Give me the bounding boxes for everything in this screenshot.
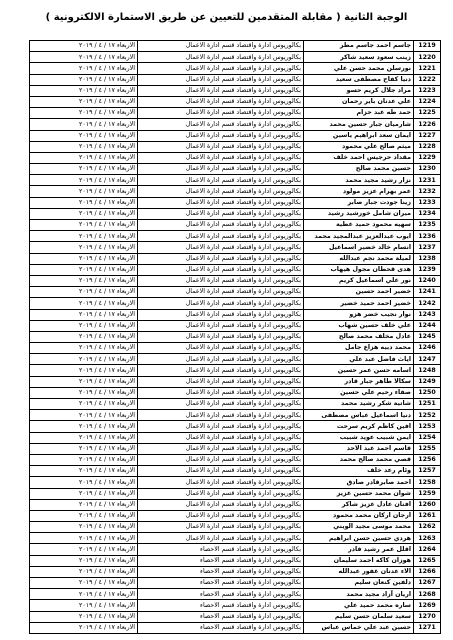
candidate-name: علي خلف حسين شهاب	[304, 320, 414, 331]
interview-date: الاربعاء ١٧ / ٤ / ٢٠١٩	[30, 589, 138, 600]
row-number: 1267	[414, 578, 441, 589]
degree-department: بكالوريوس ادارة واقتصاد قسم ادارة الاعمال	[138, 108, 304, 119]
candidates-table	[29, 40, 441, 634]
degree-department: بكالوريوس ادارة واقتصاد قسم الاحصاء	[138, 578, 304, 589]
table-row	[30, 600, 441, 611]
degree-department: بكالوريوس ادارة واقتصاد قسم الاحصاء	[138, 600, 304, 611]
interview-date: الاربعاء ١٧ / ٤ / ٢٠١٩	[30, 175, 138, 186]
table-row	[30, 387, 441, 398]
row-number: 1231	[414, 175, 441, 186]
row-number: 1264	[414, 544, 441, 555]
table-row	[30, 253, 441, 264]
degree-department: بكالوريوس ادارة واقتصاد قسم ادارة الاعمال	[138, 41, 304, 52]
interview-date: الاربعاء ١٧ / ٤ / ٢٠١٩	[30, 376, 138, 387]
degree-department: بكالوريوس ادارة واقتصاد قسم ادارة الاعمال	[138, 141, 304, 152]
table-row	[30, 410, 441, 421]
table-row	[30, 510, 441, 521]
candidate-name: لميلة محمد نجم عبدالله	[304, 253, 414, 264]
candidate-name: نورسلن محمد حسن علي	[304, 63, 414, 74]
row-number: 1255	[414, 443, 441, 454]
candidate-name: دنيا كفاح مصطفى سعيد	[304, 74, 414, 85]
interview-date: الاربعاء ١٧ / ٤ / ٢٠١٩	[30, 499, 138, 510]
candidate-name: افين كاظم كريم سرحت	[304, 421, 414, 432]
interview-date: الاربعاء ١٧ / ٤ / ٢٠١٩	[30, 208, 138, 219]
degree-department: بكالوريوس ادارة واقتصاد قسم ادارة الاعمال	[138, 130, 304, 141]
candidate-name: جاسم احمد جاسم مطر	[304, 41, 414, 52]
table-row	[30, 443, 441, 454]
row-number: 1254	[414, 432, 441, 443]
table-row	[30, 41, 441, 52]
interview-date: الاربعاء ١٧ / ٤ / ٢٠١٩	[30, 365, 138, 376]
row-number: 1243	[414, 309, 441, 320]
row-number: 1236	[414, 231, 441, 242]
degree-department: بكالوريوس ادارة واقتصاد قسم الاحصاء	[138, 544, 304, 555]
table-row	[30, 74, 441, 85]
interview-date: الاربعاء ١٧ / ٤ / ٢٠١٩	[30, 354, 138, 365]
table-row	[30, 119, 441, 130]
table-row	[30, 63, 441, 74]
candidate-name: خضير احمد حميد خضير	[304, 298, 414, 309]
page-title: الوجبة الثانية ( مقابلة المتقدمين للتعيين عن طريق الاستمارة الالكترونية )	[45, 12, 408, 23]
interview-date: الاربعاء ١٧ / ٤ / ٢٠١٩	[30, 52, 138, 63]
candidate-name: الاء عدنان غفور عبدالله	[304, 566, 414, 577]
candidate-name: وئام رعد خلف	[304, 466, 414, 477]
table-row	[30, 432, 441, 443]
row-number: 1268	[414, 589, 441, 600]
row-number: 1253	[414, 421, 441, 432]
row-number: 1270	[414, 611, 441, 622]
degree-department: بكالوريوس ادارة واقتصاد قسم ادارة الاعمال	[138, 320, 304, 331]
interview-date: الاربعاء ١٧ / ٤ / ٢٠١٩	[30, 141, 138, 152]
table-row	[30, 611, 441, 622]
row-number: 1242	[414, 298, 441, 309]
row-number: 1252	[414, 410, 441, 421]
degree-department: بكالوريوس ادارة واقتصاد قسم ادارة الاعمال	[138, 264, 304, 275]
table-row	[30, 466, 441, 477]
row-number: 1250	[414, 387, 441, 398]
candidate-name: زينا جودت جبار صابر	[304, 197, 414, 208]
row-number: 1233	[414, 197, 441, 208]
table-row	[30, 622, 441, 633]
degree-department: بكالوريوس ادارة واقتصاد قسم ادارة الاعمال	[138, 454, 304, 465]
candidate-name: دلفين كنعان سليم	[304, 578, 414, 589]
interview-date: الاربعاء ١٧ / ٤ / ٢٠١٩	[30, 331, 138, 342]
interview-date: الاربعاء ١٧ / ٤ / ٢٠١٩	[30, 287, 138, 298]
candidate-name: قاسم احمد عبد الاحد	[304, 443, 414, 454]
degree-department: بكالوريوس ادارة واقتصاد قسم ادارة الاعمال	[138, 421, 304, 432]
table-row	[30, 130, 441, 141]
candidate-name: خضير احمد حسين	[304, 287, 414, 298]
table-row	[30, 108, 441, 119]
interview-date: الاربعاء ١٧ / ٤ / ٢٠١٩	[30, 119, 138, 130]
row-number: 1247	[414, 354, 441, 365]
degree-department: بكالوريوس ادارة واقتصاد قسم ادارة الاعمال	[138, 510, 304, 521]
table-row	[30, 141, 441, 152]
row-number: 1238	[414, 253, 441, 264]
candidate-name: ميثم صالح علي محمود	[304, 141, 414, 152]
table-row	[30, 152, 441, 163]
candidate-name: شوان محمد حسين عزيز	[304, 488, 414, 499]
interview-date: الاربعاء ١٧ / ٤ / ٢٠١٩	[30, 253, 138, 264]
interview-date: الاربعاء ١٧ / ٤ / ٢٠١٩	[30, 85, 138, 96]
degree-department: بكالوريوس ادارة واقتصاد قسم ادارة الاعمال	[138, 164, 304, 175]
candidate-name: اقلل عمر رشيد قادر	[304, 544, 414, 555]
candidate-name: حسين محمد صالح	[304, 164, 414, 175]
degree-department: بكالوريوس ادارة واقتصاد قسم ادارة الاعمال	[138, 365, 304, 376]
table-row	[30, 309, 441, 320]
candidate-name: نور علي اسماعيل كريم	[304, 275, 414, 286]
interview-date: الاربعاء ١٧ / ٤ / ٢٠١٩	[30, 399, 138, 410]
table-row	[30, 96, 441, 107]
table-row	[30, 220, 441, 231]
degree-department: بكالوريوس ادارة واقتصاد قسم الاحصاء	[138, 555, 304, 566]
table-row	[30, 275, 441, 286]
interview-date: الاربعاء ١٧ / ٤ / ٢٠١٩	[30, 421, 138, 432]
table-row	[30, 376, 441, 387]
table-row	[30, 175, 441, 186]
degree-department: بكالوريوس ادارة واقتصاد قسم ادارة الاعمال	[138, 231, 304, 242]
row-number: 1227	[414, 130, 441, 141]
interview-date: الاربعاء ١٧ / ٤ / ٢٠١٩	[30, 231, 138, 242]
degree-department: بكالوريوس ادارة واقتصاد قسم ادارة الاعمال	[138, 175, 304, 186]
table-row	[30, 544, 441, 555]
table-row	[30, 164, 441, 175]
row-number: 1234	[414, 208, 441, 219]
row-number: 1245	[414, 331, 441, 342]
table-row	[30, 320, 441, 331]
degree-department: بكالوريوس ادارة واقتصاد قسم ادارة الاعمال	[138, 298, 304, 309]
candidate-name: سعيد سلمان حسن سليم	[304, 611, 414, 622]
degree-department: بكالوريوس ادارة واقتصاد قسم ادارة الاعمال	[138, 52, 304, 63]
interview-date: الاربعاء ١٧ / ٤ / ٢٠١٩	[30, 477, 138, 488]
degree-department: بكالوريوس ادارة واقتصاد قسم ادارة الاعمال	[138, 399, 304, 410]
row-number: 1219	[414, 41, 441, 52]
degree-department: بكالوريوس ادارة واقتصاد قسم ادارة الاعمال	[138, 331, 304, 342]
interview-date: الاربعاء ١٧ / ٤ / ٢٠١٩	[30, 343, 138, 354]
row-number: 1258	[414, 477, 441, 488]
table-row	[30, 578, 441, 589]
row-number: 1251	[414, 399, 441, 410]
table-row	[30, 287, 441, 298]
candidate-name: شارميان جبار حسين محمد	[304, 119, 414, 130]
row-number: 1259	[414, 488, 441, 499]
candidate-name: ايمن شبيب عويد شبيب	[304, 432, 414, 443]
row-number: 1269	[414, 600, 441, 611]
table-row	[30, 454, 441, 465]
row-number: 1257	[414, 466, 441, 477]
interview-date: الاربعاء ١٧ / ٤ / ٢٠١٩	[30, 454, 138, 465]
candidate-name: عادل مخلف محمد صالح	[304, 331, 414, 342]
row-number: 1263	[414, 533, 441, 544]
candidate-name: زينب سعود سعيد شاكر	[304, 52, 414, 63]
interview-date: الاربعاء ١٧ / ٤ / ٢٠١٩	[30, 522, 138, 533]
interview-date: الاربعاء ١٧ / ٤ / ٢٠١٩	[30, 622, 138, 633]
table-row	[30, 52, 441, 63]
degree-department: بكالوريوس ادارة واقتصاد قسم ادارة الاعمال	[138, 477, 304, 488]
degree-department: بكالوريوس ادارة واقتصاد قسم ادارة الاعمال	[138, 119, 304, 130]
table-row	[30, 533, 441, 544]
degree-department: بكالوريوس ادارة واقتصاد قسم ادارة الاعمال	[138, 343, 304, 354]
interview-date: الاربعاء ١٧ / ٤ / ٢٠١٩	[30, 298, 138, 309]
table-row	[30, 208, 441, 219]
row-number: 1225	[414, 108, 441, 119]
candidate-name: سكالا طاهر جبار قادر	[304, 376, 414, 387]
candidate-name: محمد موسى مجيد الويني	[304, 522, 414, 533]
row-number: 1248	[414, 365, 441, 376]
degree-department: بكالوريوس ادارة واقتصاد قسم الاحصاء	[138, 566, 304, 577]
row-number: 1222	[414, 74, 441, 85]
row-number: 1241	[414, 287, 441, 298]
interview-date: الاربعاء ١٧ / ٤ / ٢٠١٩	[30, 443, 138, 454]
candidate-name: شاتية شكر رشيد محمد	[304, 399, 414, 410]
row-number: 1223	[414, 85, 441, 96]
table-row	[30, 499, 441, 510]
table-row	[30, 197, 441, 208]
interview-date: الاربعاء ١٧ / ٤ / ٢٠١٩	[30, 220, 138, 231]
interview-date: الاربعاء ١٧ / ٤ / ٢٠١٩	[30, 611, 138, 622]
row-number: 1224	[414, 96, 441, 107]
degree-department: بكالوريوس ادارة واقتصاد قسم ادارة الاعمال	[138, 432, 304, 443]
candidate-name: سهيه محمود حميد عطية	[304, 220, 414, 231]
degree-department: بكالوريوس ادارة واقتصاد قسم ادارة الاعمال	[138, 443, 304, 454]
row-number: 1230	[414, 164, 441, 175]
interview-date: الاربعاء ١٧ / ٤ / ٢٠١٩	[30, 74, 138, 85]
degree-department: بكالوريوس ادارة واقتصاد قسم ادارة الاعمال	[138, 354, 304, 365]
degree-department: بكالوريوس ادارة واقتصاد قسم الاحصاء	[138, 611, 304, 622]
degree-department: بكالوريوس ادارة واقتصاد قسم ادارة الاعمال	[138, 220, 304, 231]
table-row	[30, 264, 441, 275]
interview-date: الاربعاء ١٧ / ٤ / ٢٠١٩	[30, 533, 138, 544]
degree-department: بكالوريوس ادارة واقتصاد قسم الاحصاء	[138, 589, 304, 600]
candidate-name: دنيا اسماعيل عباس مصطفى	[304, 410, 414, 421]
degree-department: بكالوريوس ادارة واقتصاد قسم ادارة الاعمال	[138, 410, 304, 421]
table-row	[30, 566, 441, 577]
candidate-name: قصي محمد صالح محمد	[304, 454, 414, 465]
row-number: 1235	[414, 220, 441, 231]
table-row	[30, 354, 441, 365]
table-row	[30, 589, 441, 600]
degree-department: بكالوريوس ادارة واقتصاد قسم ادارة الاعمال	[138, 533, 304, 544]
interview-date: الاربعاء ١٧ / ٤ / ٢٠١٩	[30, 96, 138, 107]
row-number: 1256	[414, 454, 441, 465]
interview-date: الاربعاء ١٧ / ٤ / ٢٠١٩	[30, 410, 138, 421]
table-row	[30, 186, 441, 197]
degree-department: بكالوريوس ادارة واقتصاد قسم ادارة الاعمال	[138, 186, 304, 197]
interview-date: الاربعاء ١٧ / ٤ / ٢٠١٩	[30, 242, 138, 253]
interview-date: الاربعاء ١٧ / ٤ / ٢٠١٩	[30, 152, 138, 163]
interview-date: الاربعاء ١٧ / ٤ / ٢٠١٩	[30, 566, 138, 577]
row-number: 1229	[414, 152, 441, 163]
row-number: 1232	[414, 186, 441, 197]
degree-department: بكالوريوس ادارة واقتصاد قسم ادارة الاعمال	[138, 63, 304, 74]
candidate-name: صفاء رحيم علي حسين	[304, 387, 414, 398]
candidate-name: مراد جلال كريم حسو	[304, 85, 414, 96]
degree-department: بكالوريوس ادارة واقتصاد قسم ادارة الاعمال	[138, 96, 304, 107]
candidate-name: ساره محمد حميد علي	[304, 600, 414, 611]
table-row	[30, 242, 441, 253]
candidate-name: حسين عبد علي خماس عباس	[304, 622, 414, 633]
table-row	[30, 477, 441, 488]
candidate-name: محمد دبيه هزاع جامل	[304, 343, 414, 354]
row-number: 1221	[414, 63, 441, 74]
interview-date: الاربعاء ١٧ / ٤ / ٢٠١٩	[30, 600, 138, 611]
row-number: 1261	[414, 510, 441, 521]
row-number: 1237	[414, 242, 441, 253]
row-number: 1271	[414, 622, 441, 633]
interview-date: الاربعاء ١٧ / ٤ / ٢٠١٩	[30, 309, 138, 320]
row-number: 1244	[414, 320, 441, 331]
degree-department: بكالوريوس ادارة واقتصاد قسم ادارة الاعمال	[138, 522, 304, 533]
row-number: 1266	[414, 566, 441, 577]
row-number: 1226	[414, 119, 441, 130]
interview-date: الاربعاء ١٧ / ٤ / ٢٠١٩	[30, 63, 138, 74]
table-row	[30, 365, 441, 376]
interview-date: الاربعاء ١٧ / ٤ / ٢٠١٩	[30, 186, 138, 197]
degree-department: بكالوريوس ادارة واقتصاد قسم ادارة الاعمال	[138, 309, 304, 320]
degree-department: بكالوريوس ادارة واقتصاد قسم ادارة الاعمال	[138, 74, 304, 85]
row-number: 1220	[414, 52, 441, 63]
candidate-name: هدى قحطان مجول هيهاب	[304, 264, 414, 275]
candidate-name: ايوب عبدالعزيز عبدالمجيد محمد	[304, 231, 414, 242]
interview-date: الاربعاء ١٧ / ٤ / ٢٠١٩	[30, 432, 138, 443]
interview-date: الاربعاء ١٧ / ٤ / ٢٠١٩	[30, 510, 138, 521]
degree-department: بكالوريوس ادارة واقتصاد قسم ادارة الاعمال	[138, 466, 304, 477]
row-number: 1240	[414, 275, 441, 286]
interview-date: الاربعاء ١٧ / ٤ / ٢٠١٩	[30, 264, 138, 275]
degree-department: بكالوريوس ادارة واقتصاد قسم ادارة الاعمال	[138, 242, 304, 253]
row-number: 1249	[414, 376, 441, 387]
candidate-name: ايمان سعد ابراهيم ياسين	[304, 130, 414, 141]
interview-date: الاربعاء ١٧ / ٤ / ٢٠١٩	[30, 320, 138, 331]
degree-department: بكالوريوس ادارة واقتصاد قسم ادارة الاعمال	[138, 488, 304, 499]
row-number: 1265	[414, 555, 441, 566]
degree-department: بكالوريوس ادارة واقتصاد قسم ادارة الاعمال	[138, 152, 304, 163]
row-number: 1246	[414, 343, 441, 354]
interview-date: الاربعاء ١٧ / ٤ / ٢٠١٩	[30, 555, 138, 566]
candidate-name: احمد صابرقادر صادق	[304, 477, 414, 488]
interview-date: الاربعاء ١٧ / ٤ / ٢٠١٩	[30, 108, 138, 119]
table-row	[30, 488, 441, 499]
degree-department: بكالوريوس ادارة واقتصاد قسم ادارة الاعمال	[138, 197, 304, 208]
candidate-name: مقداد حرجيس احمد خلف	[304, 152, 414, 163]
degree-department: بكالوريوس ادارة واقتصاد قسم ادارة الاعمال	[138, 387, 304, 398]
table-row	[30, 555, 441, 566]
degree-department: بكالوريوس ادارة واقتصاد قسم ادارة الاعمال	[138, 208, 304, 219]
interview-date: الاربعاء ١٧ / ٤ / ٢٠١٩	[30, 164, 138, 175]
interview-date: الاربعاء ١٧ / ٤ / ٢٠١٩	[30, 275, 138, 286]
degree-department: بكالوريوس ادارة واقتصاد قسم الاحصاء	[138, 622, 304, 633]
degree-department: بكالوريوس ادارة واقتصاد قسم ادارة الاعمال	[138, 275, 304, 286]
candidate-name: افنان عادل عزيز شاكر	[304, 499, 414, 510]
interview-date: الاربعاء ١٧ / ٤ / ٢٠١٩	[30, 197, 138, 208]
candidate-name: عمر بهرام عزيز مولود	[304, 186, 414, 197]
candidate-name: اريان آزاد مجيد محمد	[304, 589, 414, 600]
candidate-name: انسام خالد خضير اسماعيل	[304, 242, 414, 253]
candidate-name: هوزان كاكه احمد سليمان	[304, 555, 414, 566]
table-row	[30, 298, 441, 309]
interview-date: الاربعاء ١٧ / ٤ / ٢٠١٩	[30, 41, 138, 52]
interview-date: الاربعاء ١٧ / ٤ / ٢٠١٩	[30, 387, 138, 398]
table-row	[30, 85, 441, 96]
table-row	[30, 522, 441, 533]
table-row	[30, 399, 441, 410]
interview-date: الاربعاء ١٧ / ٤ / ٢٠١٩	[30, 466, 138, 477]
row-number: 1260	[414, 499, 441, 510]
table-row	[30, 343, 441, 354]
candidate-name: ميران شامل خورشيد رشيد	[304, 208, 414, 219]
interview-date: الاربعاء ١٧ / ٤ / ٢٠١٩	[30, 488, 138, 499]
degree-department: بكالوريوس ادارة واقتصاد قسم ادارة الاعمال	[138, 499, 304, 510]
candidate-name: نوار نجيب خضر هزو	[304, 309, 414, 320]
candidate-name: هردي حسين حسن ابراهيم	[304, 533, 414, 544]
table-row	[30, 331, 441, 342]
candidate-name: نزار رشيد مجيد محمد	[304, 175, 414, 186]
degree-department: بكالوريوس ادارة واقتصاد قسم ادارة الاعمال	[138, 253, 304, 264]
interview-date: الاربعاء ١٧ / ٤ / ٢٠١٩	[30, 544, 138, 555]
candidate-name: علي عدنان باير رحمان	[304, 96, 414, 107]
candidate-name: اسامه حسن عمر حسين	[304, 365, 414, 376]
row-number: 1262	[414, 522, 441, 533]
degree-department: بكالوريوس ادارة واقتصاد قسم ادارة الاعمال	[138, 376, 304, 387]
table-row	[30, 231, 441, 242]
table-row	[30, 421, 441, 432]
candidate-name: ارجان اركان محمد محمود	[304, 510, 414, 521]
degree-department: بكالوريوس ادارة واقتصاد قسم ادارة الاعمال	[138, 85, 304, 96]
interview-date: الاربعاء ١٧ / ٤ / ٢٠١٩	[30, 130, 138, 141]
row-number: 1239	[414, 264, 441, 275]
interview-date: الاربعاء ١٧ / ٤ / ٢٠١٩	[30, 578, 138, 589]
degree-department: بكالوريوس ادارة واقتصاد قسم ادارة الاعمال	[138, 287, 304, 298]
candidate-name: حمد طه عبد حزام	[304, 108, 414, 119]
candidates-table-body	[30, 41, 441, 634]
candidate-name: اياث فاضل عبد علي	[304, 354, 414, 365]
row-number: 1228	[414, 141, 441, 152]
